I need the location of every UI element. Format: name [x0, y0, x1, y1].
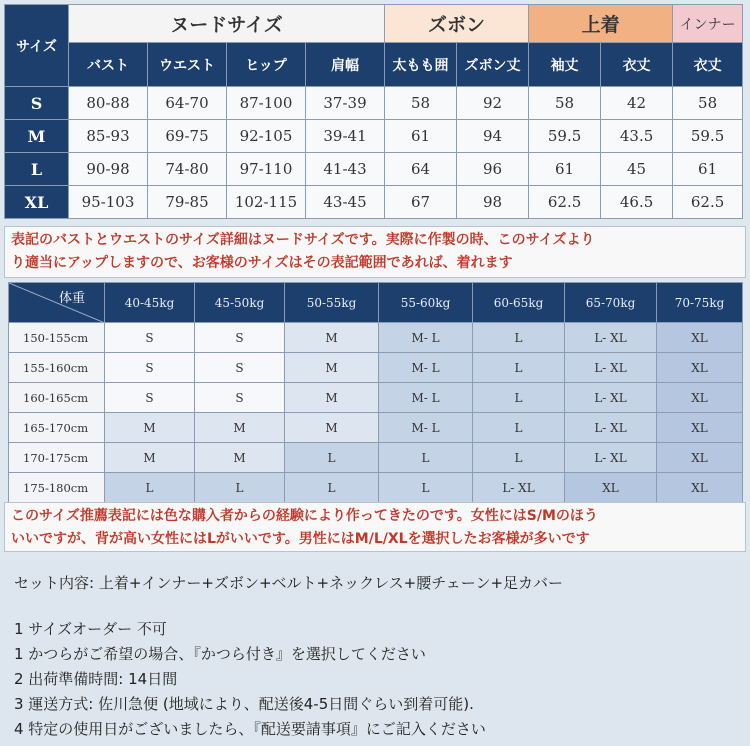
size-row-label: XL — [5, 186, 69, 219]
size-cell: 61 — [385, 120, 457, 153]
size-row-label: M — [5, 120, 69, 153]
size-column-header: 太もも囲 — [385, 43, 457, 87]
weight-column-header: 40-45kg — [105, 283, 195, 323]
height-row-label: 165-170cm — [9, 413, 105, 443]
height-row-label: 175-180cm — [9, 473, 105, 503]
recommended-size-cell: M — [195, 443, 285, 473]
size-cell: 41-43 — [306, 153, 385, 186]
recommended-size-cell: S — [105, 383, 195, 413]
inner-group: インナー — [673, 5, 743, 43]
recommended-size-cell: L — [473, 383, 565, 413]
size-cell: 80-88 — [69, 87, 148, 120]
size-cell: 58 — [529, 87, 601, 120]
recommended-size-cell: L- XL — [565, 443, 657, 473]
recommended-size-cell: L — [473, 443, 565, 473]
size-column-header: 衣丈 — [673, 43, 743, 87]
info-size-order: 1 サイズオーダー 不可 — [14, 620, 167, 638]
recommended-size-cell: M- L — [379, 383, 473, 413]
recommended-size-cell: L — [379, 473, 473, 503]
size-cell: 62.5 — [673, 186, 743, 219]
size-cell: 45 — [601, 153, 673, 186]
recommended-size-cell: L — [473, 353, 565, 383]
recommended-size-cell: XL — [565, 473, 657, 503]
weight-column-header: 50-55kg — [285, 283, 379, 323]
size-cell: 37-39 — [306, 87, 385, 120]
size-cell: 74-80 — [148, 153, 227, 186]
info-shipping-time: 2 出荷準備時間: 14日間 — [14, 670, 178, 688]
recommended-size-cell: L- XL — [565, 353, 657, 383]
size-chart-table — [4, 4, 743, 219]
size-column-header: 衣丈 — [601, 43, 673, 87]
size-column-header: ズボン丈 — [457, 43, 529, 87]
size-cell: 97-110 — [227, 153, 306, 186]
pants-group: ズボン — [385, 5, 529, 43]
size-header: サイズ — [5, 5, 69, 87]
recommended-size-cell: S — [195, 383, 285, 413]
size-cell: 59.5 — [529, 120, 601, 153]
info-usage-date: 4 特定の使用日がございましたら、『配送要請事項』にご記入ください — [14, 720, 486, 738]
size-cell: 62.5 — [529, 186, 601, 219]
recommended-size-cell: M- L — [379, 413, 473, 443]
weight-column-header: 65-70kg — [565, 283, 657, 323]
size-note-line2: り適当にアップしますので、お客様のサイズはその表記範囲であれば、着れます — [11, 255, 513, 271]
size-cell: 59.5 — [673, 120, 743, 153]
weight-column-header: 55-60kg — [379, 283, 473, 323]
size-cell: 58 — [673, 87, 743, 120]
size-column-header: バスト — [69, 43, 148, 87]
weight-column-header: 60-65kg — [473, 283, 565, 323]
recommend-note-line2: いいですが、背が高い女性にはLがいいです。男性にはM/L/XLを選択したお客様が多いです — [11, 531, 590, 547]
size-cell: 69-75 — [148, 120, 227, 153]
height-weight-table — [8, 282, 743, 503]
recommended-size-cell: M — [285, 323, 379, 353]
height-row — [9, 353, 743, 383]
recommended-size-cell: L — [473, 323, 565, 353]
size-cell: 79-85 — [148, 186, 227, 219]
set-contents: セット内容: 上着+インナー+ズボン+ベルト+ネックレス+腰チェーン+足カバー — [14, 574, 564, 592]
size-row-label: L — [5, 153, 69, 186]
recommended-size-cell: M — [285, 383, 379, 413]
recommended-size-cell: L- XL — [473, 473, 565, 503]
size-row — [5, 186, 743, 219]
recommended-size-cell: M — [195, 413, 285, 443]
height-row — [9, 473, 743, 503]
recommended-size-cell: L- XL — [565, 383, 657, 413]
weight-height-corner — [9, 283, 105, 323]
height-row-label: 160-165cm — [9, 383, 105, 413]
size-cell: 92 — [457, 87, 529, 120]
height-row-label: 150-155cm — [9, 323, 105, 353]
size-cell: 94 — [457, 120, 529, 153]
weight-column-header: 70-75kg — [657, 283, 743, 323]
size-column-header: ウエスト — [148, 43, 227, 87]
recommended-size-cell: S — [195, 323, 285, 353]
size-cell: 92-105 — [227, 120, 306, 153]
recommended-size-cell: S — [105, 323, 195, 353]
height-row-label: 155-160cm — [9, 353, 105, 383]
recommended-size-cell: XL — [657, 323, 743, 353]
size-cell: 58 — [385, 87, 457, 120]
recommended-size-cell: XL — [657, 383, 743, 413]
height-row — [9, 383, 743, 413]
recommended-size-cell: M — [285, 413, 379, 443]
recommended-size-cell: XL — [657, 473, 743, 503]
recommended-size-cell: M- L — [379, 353, 473, 383]
recommended-size-cell: M — [285, 353, 379, 383]
size-cell: 96 — [457, 153, 529, 186]
recommended-size-cell: L — [379, 443, 473, 473]
recommended-size-cell: L- XL — [565, 323, 657, 353]
recommend-note-line1: このサイズ推薦表記には色な購入者からの経験により作ってきたのです。女性にはS/Mのほう — [11, 508, 598, 524]
recommended-size-cell: XL — [657, 443, 743, 473]
recommended-size-cell: XL — [657, 413, 743, 443]
height-row — [9, 323, 743, 353]
size-column-header: 袖丈 — [529, 43, 601, 87]
height-row — [9, 413, 743, 443]
size-column-header: ヒップ — [227, 43, 306, 87]
recommended-size-cell: S — [195, 353, 285, 383]
size-cell: 64 — [385, 153, 457, 186]
recommended-size-cell: M — [105, 443, 195, 473]
recommended-size-cell: M- L — [379, 323, 473, 353]
size-cell: 46.5 — [601, 186, 673, 219]
diagonal-divider — [9, 283, 105, 323]
size-row — [5, 120, 743, 153]
size-cell: 87-100 — [227, 87, 306, 120]
size-cell: 64-70 — [148, 87, 227, 120]
size-cell: 43.5 — [601, 120, 673, 153]
height-row — [9, 443, 743, 473]
product-info — [0, 560, 750, 746]
recommended-size-cell: L — [473, 413, 565, 443]
weight-corner-label: 体重 — [59, 291, 86, 306]
size-cell: 67 — [385, 186, 457, 219]
size-cell: 102-115 — [227, 186, 306, 219]
size-cell: 42 — [601, 87, 673, 120]
size-row-label: S — [5, 87, 69, 120]
recommended-size-cell: L — [195, 473, 285, 503]
size-row — [5, 153, 743, 186]
weight-column-header: 45-50kg — [195, 283, 285, 323]
size-cell: 43-45 — [306, 186, 385, 219]
size-note — [4, 226, 746, 278]
size-cell: 61 — [529, 153, 601, 186]
info-wig: 1 かつらがご希望の場合、『かつら付き』を選択してください — [14, 645, 426, 663]
info-shipping-method: 3 運送方式: 佐川急便 (地域により、配送後4-5日間ぐらい到着可能). — [14, 695, 474, 713]
recommended-size-cell: XL — [657, 353, 743, 383]
nude-size-group: ヌードサイズ — [69, 5, 385, 43]
size-row — [5, 87, 743, 120]
top-group: 上着 — [529, 5, 673, 43]
recommended-size-cell: L- XL — [565, 413, 657, 443]
size-cell: 95-103 — [69, 186, 148, 219]
recommended-size-cell: S — [105, 353, 195, 383]
size-cell: 90-98 — [69, 153, 148, 186]
height-row-label: 170-175cm — [9, 443, 105, 473]
size-cell: 85-93 — [69, 120, 148, 153]
size-column-header: 肩幅 — [306, 43, 385, 87]
size-cell: 39-41 — [306, 120, 385, 153]
size-note-line1: 表記のバストとウエストのサイズ詳細はヌードサイズです。実際に作製の時、このサイズより — [11, 232, 595, 248]
recommend-note — [4, 502, 746, 552]
size-cell: 61 — [673, 153, 743, 186]
size-cell: 98 — [457, 186, 529, 219]
recommended-size-cell: M — [105, 413, 195, 443]
recommended-size-cell: L — [105, 473, 195, 503]
recommended-size-cell: L — [285, 473, 379, 503]
recommended-size-cell: L — [285, 443, 379, 473]
